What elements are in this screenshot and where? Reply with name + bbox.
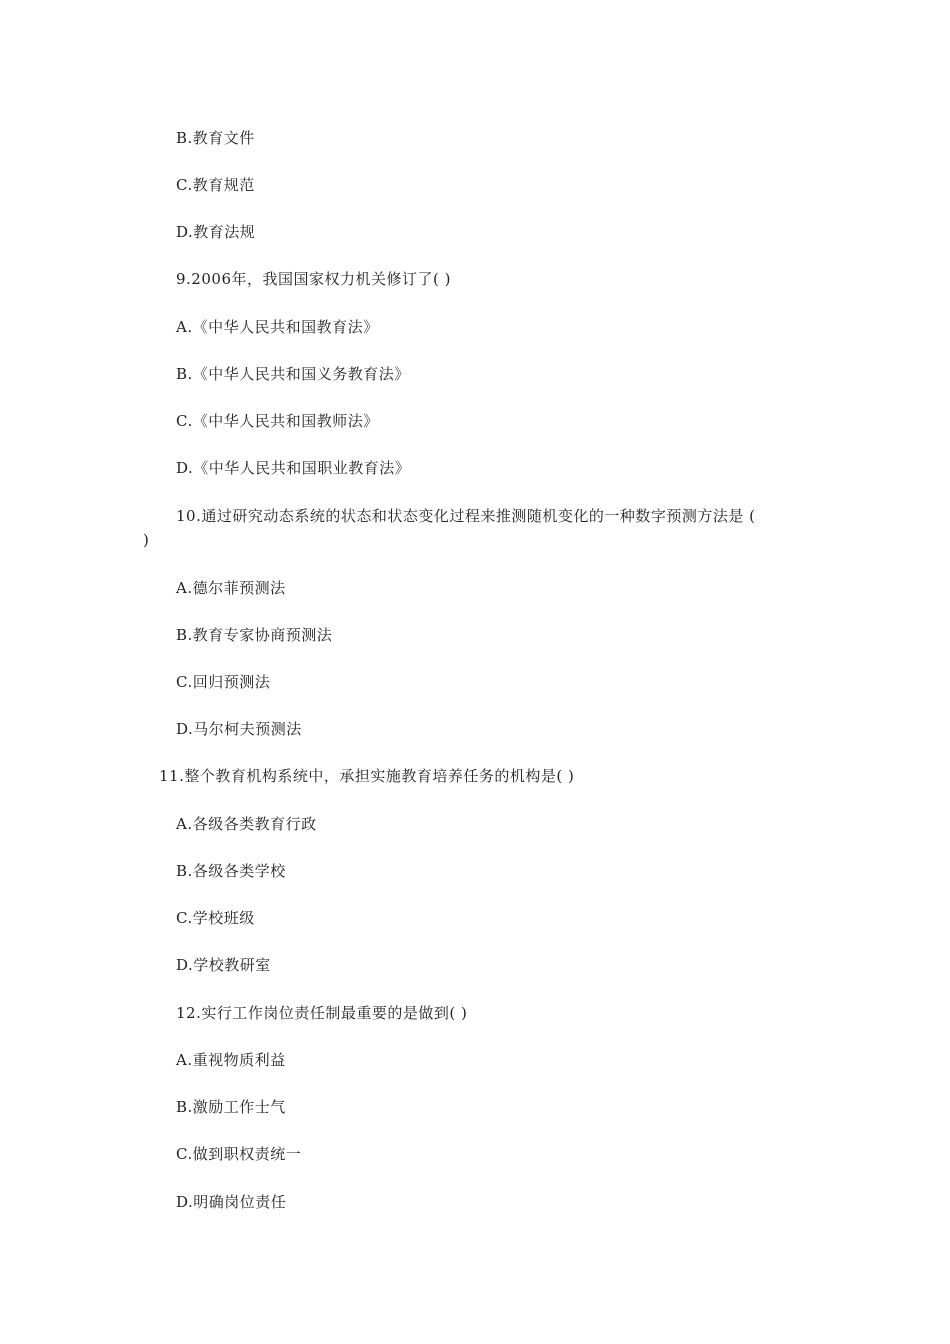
- q8-option-d: D.教育法规: [176, 223, 256, 241]
- q8-option-c: C.教育规范: [176, 176, 255, 194]
- q11-option-c: C.学校班级: [176, 909, 255, 927]
- q10-option-b: B.教育专家协商预测法: [176, 626, 333, 644]
- q9-option-a: A.《中华人民共和国教育法》: [176, 318, 379, 336]
- question-12: 12.实行工作岗位责任制最重要的是做到( ): [176, 1004, 468, 1022]
- question-9: 9.2006年，我国国家权力机关修订了( ): [176, 270, 451, 288]
- q8-option-b: B.教育文件: [176, 129, 255, 147]
- q12-option-b: B.激励工作士气: [176, 1098, 286, 1116]
- q9-option-c: C.《中华人民共和国教师法》: [176, 412, 379, 430]
- q10-option-a: A.德尔菲预测法: [176, 579, 286, 597]
- q11-option-a: A.各级各类教育行政: [176, 815, 317, 833]
- q10-option-c: C.回归预测法: [176, 673, 271, 691]
- q12-option-d: D.明确岗位责任: [176, 1193, 287, 1211]
- q12-option-c: C.做到职权责统一: [176, 1145, 302, 1163]
- question-11: 11.整个教育机构系统中，承担实施教育培养任务的机构是( ): [159, 767, 575, 785]
- q11-option-d: D.学校教研室: [176, 956, 271, 974]
- q10-option-d: D.马尔柯夫预测法: [176, 720, 302, 738]
- q11-option-b: B.各级各类学校: [176, 862, 286, 880]
- q9-option-d: D.《中华人民共和国职业教育法》: [176, 459, 411, 477]
- question-10: 10.通过研究动态系统的状态和状态变化过程来推测随机变化的一种数字预测方法是 (: [176, 507, 756, 525]
- question-10-continuation: ): [143, 531, 150, 549]
- q12-option-a: A.重视物质利益: [176, 1051, 286, 1069]
- q9-option-b: B.《中华人民共和国义务教育法》: [176, 365, 410, 383]
